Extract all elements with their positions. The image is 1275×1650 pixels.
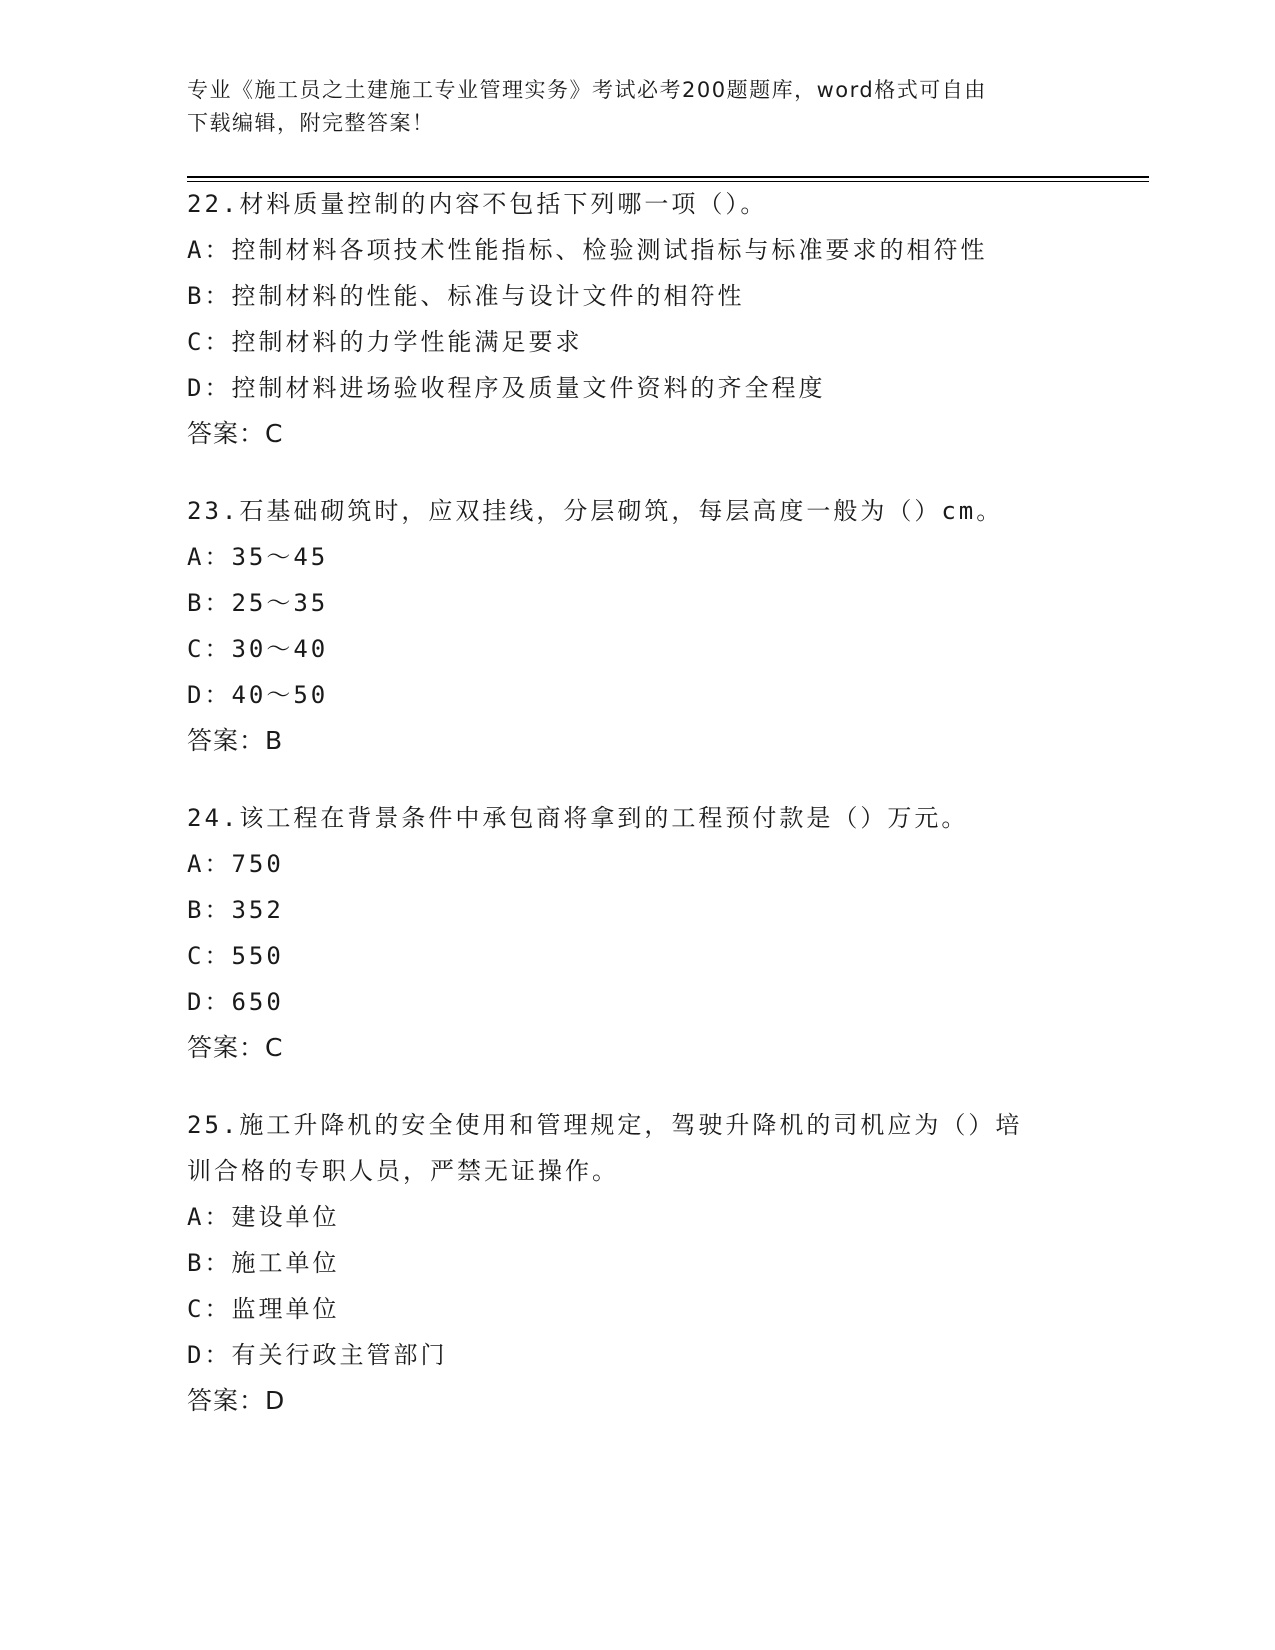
option-a: A：750 bbox=[187, 850, 284, 878]
question-stem-line-1: 25.施工升降机的安全使用和管理规定，驾驶升降机的司机应为（）培 bbox=[187, 1111, 1023, 1139]
option-a: A：35～45 bbox=[187, 543, 329, 571]
header-line-2: 下载编辑，附完整答案！ bbox=[187, 111, 435, 135]
option-b: B：25～35 bbox=[187, 589, 329, 617]
option-c: C：30～40 bbox=[187, 635, 329, 663]
option-c: C：控制材料的力学性能满足要求 bbox=[187, 328, 583, 356]
option-d: D：有关行政主管部门 bbox=[187, 1341, 448, 1369]
answer: 答案：D bbox=[187, 1386, 286, 1415]
option-a: A：控制材料各项技术性能指标、检验测试指标与标准要求的相符性 bbox=[187, 236, 988, 264]
question-23 bbox=[187, 488, 1087, 764]
header-divider-thick bbox=[187, 176, 1149, 178]
option-b: B：控制材料的性能、标准与设计文件的相符性 bbox=[187, 282, 745, 310]
question-stem: 23.石基础砌筑时，应双挂线，分层砌筑，每层高度一般为（）cm。 bbox=[187, 497, 1004, 525]
document-header bbox=[187, 74, 1087, 140]
option-c: C：监理单位 bbox=[187, 1295, 340, 1323]
question-stem: 22.材料质量控制的内容不包括下列哪一项（）。 bbox=[187, 190, 768, 218]
option-d: D：控制材料进场验收程序及质量文件资料的齐全程度 bbox=[187, 374, 826, 402]
answer: 答案：B bbox=[187, 726, 284, 755]
option-c: C：550 bbox=[187, 942, 284, 970]
question-stem: 24.该工程在背景条件中承包商将拿到的工程预付款是（）万元。 bbox=[187, 804, 969, 832]
answer: 答案：C bbox=[187, 1033, 284, 1062]
question-22 bbox=[187, 181, 1087, 457]
option-a: A：建设单位 bbox=[187, 1203, 340, 1231]
question-stem-line-2: 训合格的专职人员，严禁无证操作。 bbox=[187, 1157, 619, 1185]
option-b: B：施工单位 bbox=[187, 1249, 340, 1277]
question-24 bbox=[187, 795, 1087, 1071]
header-line-1: 专业《施工员之土建施工专业管理实务》考试必考200题题库，word格式可自由 bbox=[187, 78, 987, 102]
answer: 答案：C bbox=[187, 419, 284, 448]
question-25 bbox=[187, 1102, 1087, 1424]
option-d: D：40～50 bbox=[187, 681, 329, 709]
option-b: B：352 bbox=[187, 896, 284, 924]
option-d: D：650 bbox=[187, 988, 284, 1016]
